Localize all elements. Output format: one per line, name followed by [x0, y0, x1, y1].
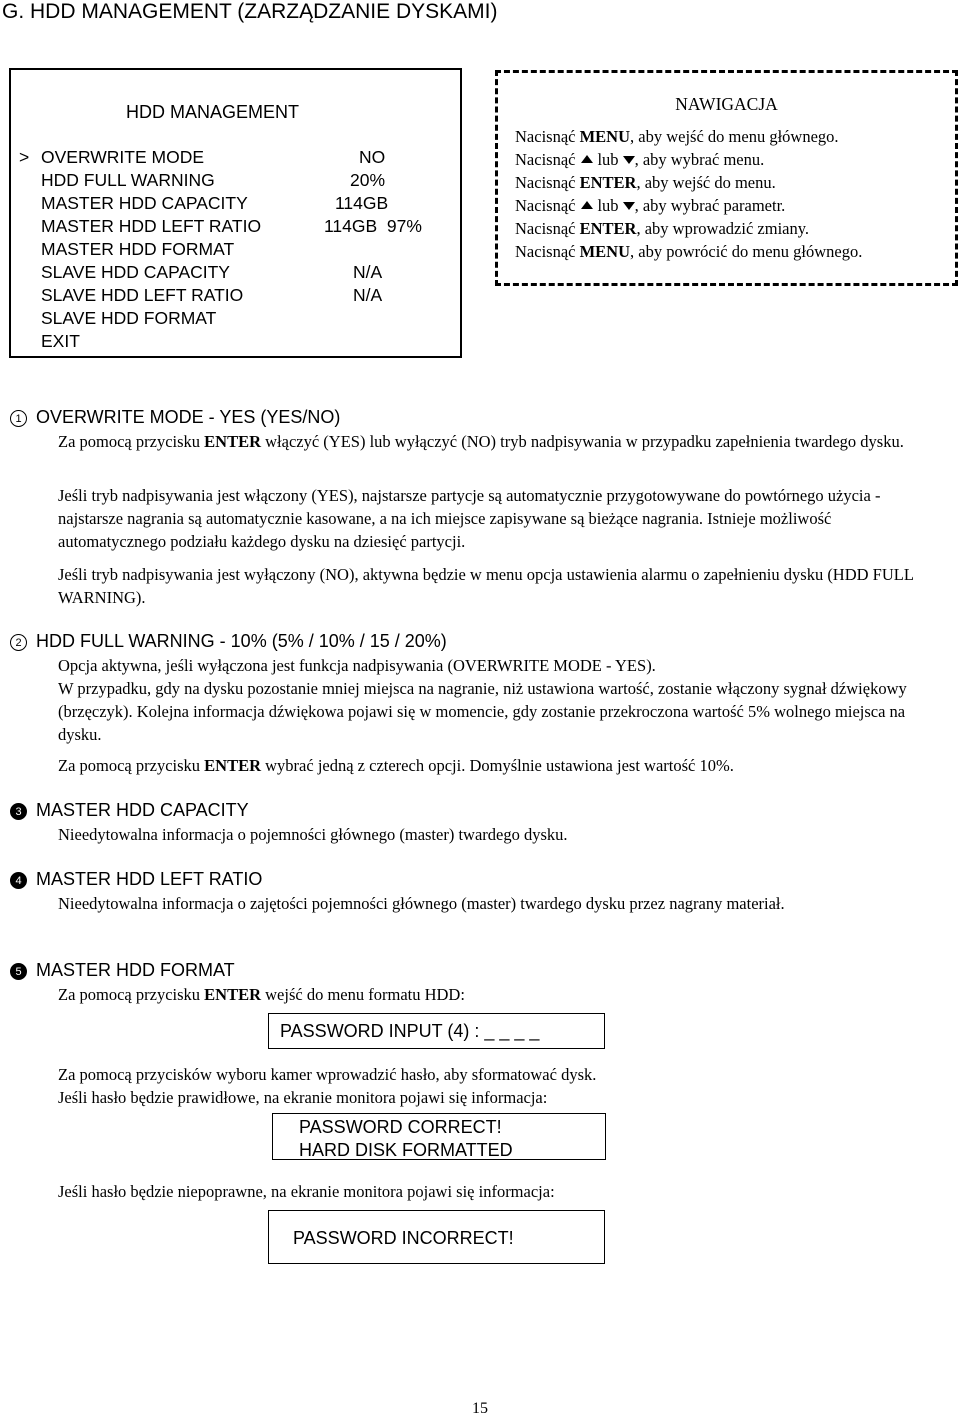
section-3-heading: 3 MASTER HDD CAPACITY — [10, 800, 249, 821]
menu-item-master-hdd-capacity[interactable]: MASTER HDD CAPACITY — [41, 193, 248, 213]
section-5-heading: 5 MASTER HDD FORMAT — [10, 960, 235, 981]
nav-line-3: Nacisnąć ENTER, aby wejść do menu. — [515, 173, 776, 192]
nav-line-1: Nacisnąć MENU, aby wejść do menu głównego. — [515, 127, 839, 146]
section-3-paragraph-1: Nieedytowalna informacja o pojemności głównego (master) twardego dysku. — [58, 825, 568, 844]
number-1-icon: 1 — [10, 410, 27, 427]
up-arrow-icon — [581, 201, 593, 209]
section-2-heading: 2 HDD FULL WARNING - 10% (5% / 10% / 15 / 20%) — [10, 631, 447, 652]
menu-value-master-hdd-left-ratio: 114GB 97% — [324, 216, 422, 236]
menu-item-slave-hdd-left-ratio[interactable]: SLAVE HDD LEFT RATIO — [41, 285, 244, 305]
number-4-icon: 4 — [10, 872, 27, 889]
section-1-paragraph-2: Jeśli tryb nadpisywania jest włączony (YES), najstarsze partycje są automatycznie przygotowywane do powtórnego użycia - najstarsze nagrania są automatycznie kasowane, a na ich miejsce zapisywane są bieżące nagrania. Istnieje możliwość automatycznego podziału każdego dysku na dziesięć partycji. — [58, 486, 881, 551]
section-1-heading: 1 OVERWRITE MODE - YES (YES/NO) — [10, 407, 340, 428]
nav-line-6: Nacisnąć MENU, aby powrócić do menu głównego. — [515, 242, 863, 261]
down-arrow-icon — [623, 156, 635, 164]
menu-item-master-hdd-left-ratio[interactable]: MASTER HDD LEFT RATIO — [41, 216, 262, 236]
menu-value-slave-hdd-capacity: N/A — [353, 262, 383, 282]
password-incorrect-text: PASSWORD INCORRECT! — [293, 1228, 514, 1248]
section-4-heading: 4 MASTER HDD LEFT RATIO — [10, 869, 262, 890]
menu-value-hdd-full-warning: 20% — [350, 170, 386, 190]
password-input-text: PASSWORD INPUT (4) : _ _ _ _ — [280, 1021, 540, 1041]
nav-line-5: Nacisnąć ENTER, aby wprowadzić zmiany. — [515, 219, 810, 238]
section-2-paragraph-3: Za pomocą przycisku ENTER wybrać jedną z czterech opcji. Domyślnie ustawiona jest wartość 10%. — [58, 756, 734, 775]
section-1-paragraph-1: Za pomocą przycisku ENTER włączyć (YES) lub wyłączyć (NO) tryb nadpisywania w przypadku zapełnienia twardego dysku. — [58, 432, 904, 451]
section-4-paragraph-1: Nieedytowalna informacja o zajętości pojemności głównego (master) twardego dysku przez nagrany materiał. — [58, 894, 785, 913]
menu-item-slave-hdd-capacity[interactable]: SLAVE HDD CAPACITY — [41, 262, 230, 282]
number-2-icon: 2 — [10, 634, 27, 651]
section-5-paragraph-3: Jeśli hasło będzie prawidłowe, na ekranie monitora pojawi się informacja: — [58, 1088, 548, 1107]
number-5-icon: 5 — [10, 963, 27, 980]
section-5-paragraph-1: Za pomocą przycisku ENTER wejść do menu formatu HDD: — [58, 985, 465, 1004]
nav-heading: NAWIGACJA — [675, 94, 778, 114]
page-title: G. HDD MANAGEMENT (ZARZĄDZANIE DYSKAMI) — [2, 0, 498, 23]
menu-item-master-hdd-format[interactable]: MASTER HDD FORMAT — [41, 239, 235, 259]
menu-item-slave-hdd-format[interactable]: SLAVE HDD FORMAT — [41, 308, 217, 328]
menu-value-master-hdd-capacity: 114GB — [335, 193, 389, 213]
nav-line-2: Nacisnąć lub , aby wybrać menu. — [515, 150, 765, 169]
section-5-paragraph-4: Jeśli hasło będzie niepoprawne, na ekranie monitora pojawi się informacja: — [58, 1182, 555, 1201]
password-input-box — [268, 1013, 605, 1049]
hdd-management-menu — [9, 68, 462, 358]
menu-item-exit[interactable]: EXIT — [41, 331, 80, 351]
menu-cursor: > — [19, 147, 30, 167]
menu-title: HDD MANAGEMENT — [126, 102, 300, 122]
number-3-icon: 3 — [10, 803, 27, 820]
password-correct-text: PASSWORD CORRECT! — [299, 1117, 502, 1137]
password-incorrect-box — [268, 1210, 605, 1264]
hard-disk-formatted-text: HARD DISK FORMATTED — [299, 1140, 513, 1160]
nav-line-4: Nacisnąć lub , aby wybrać parametr. — [515, 196, 786, 215]
down-arrow-icon — [623, 202, 635, 210]
menu-value-overwrite-mode: NO — [359, 147, 386, 167]
up-arrow-icon — [581, 155, 593, 163]
menu-item-hdd-full-warning[interactable]: HDD FULL WARNING — [41, 170, 215, 190]
page-number: 15 — [472, 1400, 488, 1417]
menu-item-overwrite-mode[interactable]: OVERWRITE MODE — [41, 147, 205, 167]
menu-value-slave-hdd-left-ratio: N/A — [353, 285, 383, 305]
section-5-paragraph-2: Za pomocą przycisków wyboru kamer wprowadzić hasło, aby sformatować dysk. — [58, 1065, 597, 1084]
password-correct-box — [272, 1113, 606, 1160]
section-1-paragraph-3: Jeśli tryb nadpisywania jest wyłączony (NO), aktywna będzie w menu opcja ustawienia alarmu o zapełnieniu dysku (HDD FULL WARNING). — [58, 565, 914, 607]
section-2-paragraph-2: W przypadku, gdy na dysku pozostanie mniej miejsca na nagranie, niż ustawiona wartość, zostanie włączony sygnał dźwiękowy (brzęczyk). Kolejna informacja dźwiękowa pojawi się w momencie, gdy zostanie przekroczona wartość 5% wolnego miejsca na dysku. — [58, 679, 907, 744]
navigation-help-box — [495, 70, 958, 286]
section-2-paragraph-1: Opcja aktywna, jeśli wyłączona jest funkcja nadpisywania (OVERWRITE MODE - YES). — [58, 656, 656, 675]
